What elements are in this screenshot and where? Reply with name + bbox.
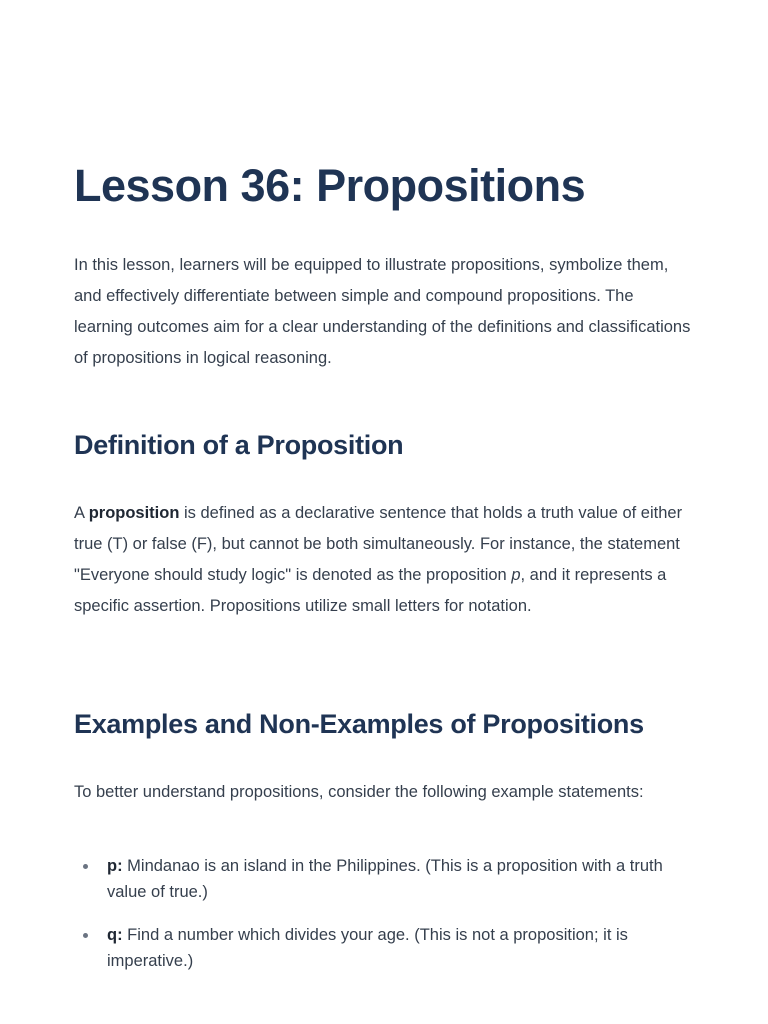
example-text: Mindanao is an island in the Philippines. (This is a proposition with a truth value of true.) <box>107 857 663 901</box>
example-text: Find a number which divides your age. (This is not a proposition; it is imperative.) <box>107 926 628 970</box>
bullet-icon <box>83 864 88 869</box>
list-item <box>74 922 694 974</box>
definition-symbol: p <box>511 566 521 584</box>
definition-text-b: is defined as a declarative sentence that holds a truth value of either true (T) or false (F), but cannot be both simultaneously. For instance, the statement "Everyone should study logic" is denoted as the proposition <box>74 504 683 584</box>
definition-paragraph <box>74 498 694 622</box>
definition-text-c: , and it represents a specific assertion. Propositions utilize small letters for notation. <box>74 566 667 615</box>
intro-paragraph: In this lesson, learners will be equipped to illustrate propositions, symbolize them, and effectively differentiate between simple and compound propositions. The learning outcomes aim for a clear understanding of the definitions and classifications of propositions in logical reasoning. <box>74 256 691 367</box>
example-label: q: <box>107 926 123 944</box>
definition-heading: Definition of a Proposition <box>74 430 404 460</box>
page-title: Lesson 36: Propositions <box>74 160 586 211</box>
examples-heading: Examples and Non-Examples of Propositions <box>74 709 644 739</box>
examples-intro-paragraph: To better understand propositions, consider the following example statements: <box>74 783 644 801</box>
examples-list <box>74 853 694 991</box>
list-item <box>74 853 694 905</box>
definition-term: proposition <box>88 504 180 522</box>
definition-text-a: A <box>74 504 89 522</box>
bullet-icon <box>83 933 88 938</box>
example-label: p: <box>107 857 123 875</box>
